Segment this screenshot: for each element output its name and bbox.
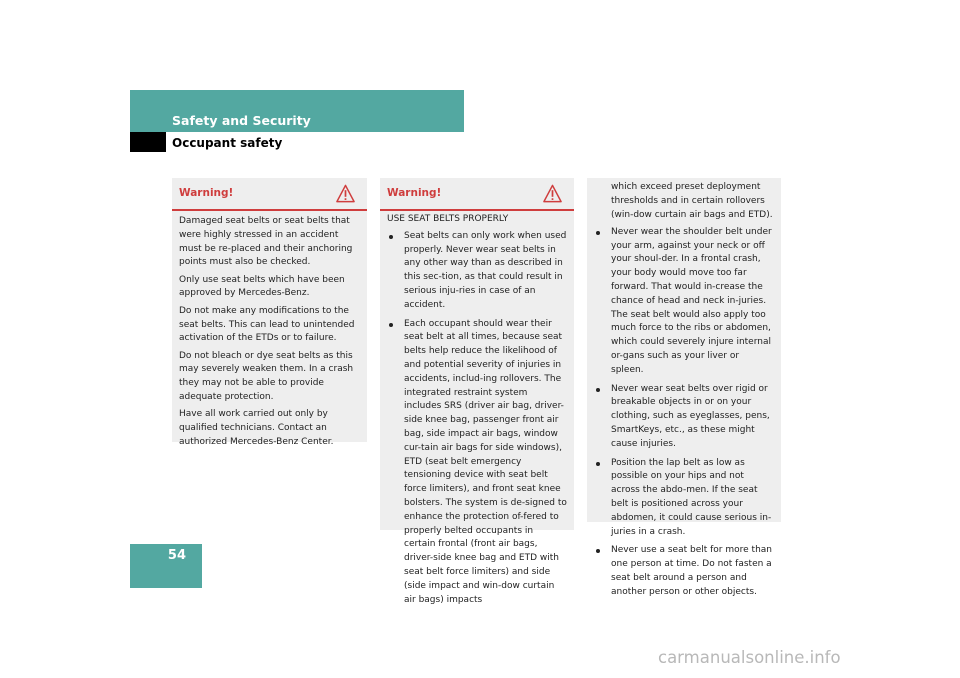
warning-paragraph: Do not make any modifications to the seat belts. This can lead to unintended activation of the ETDs or to failure.: [179, 305, 355, 344]
warning-header: [380, 178, 574, 211]
warning-paragraph: Do not bleach or dye seat belts as this may severely weaken them. In a crash they may not be able to provide adequate protection.: [179, 350, 354, 403]
bullet-icon: [596, 231, 600, 235]
list-item-text: Seat belts can only work when used properly. Never wear seat belts in any other way than as described in this sec-tion, as that could result in serious inju-ries in case of an accident.: [404, 230, 567, 310]
bullet-icon: [596, 549, 600, 553]
bullet-icon: [596, 462, 600, 466]
warning-label: Warning!: [387, 187, 442, 199]
warning-header: [172, 178, 367, 211]
bullet-icon: [596, 388, 600, 392]
warning-label: Warning!: [179, 187, 234, 199]
bullet-list: [387, 230, 567, 608]
warning-paragraph: Have all work carried out only by qualified technicians. Contact an authorized Mercedes-Benz Center.: [179, 409, 334, 447]
warning-panel-use-seat-belts: [380, 178, 574, 605]
continuation-text: which exceed preset deployment thresholds and in certain rollovers (win-dow curtain air bags and ETD).: [611, 182, 773, 220]
warning-paragraph: Only use seat belts which have been approved by Mercedes-Benz.: [179, 274, 345, 299]
list-item-text: Position the lap belt as low as possible on your hips and not across the abdo-men. If the seat belt is positioned across your abdomen, it could cause serious in-juries in a crash.: [611, 457, 772, 537]
warning-body: [387, 213, 567, 612]
warning-panel-damaged-belts: [172, 178, 367, 447]
list-item: [387, 318, 567, 608]
watermark: carmanualsonline.info: [658, 648, 841, 667]
bullet-list: [594, 226, 774, 600]
list-item: [594, 544, 774, 599]
section-title: Safety and Security: [172, 113, 311, 128]
warning-body: [179, 215, 360, 453]
bullet-icon: [389, 235, 393, 239]
warning-panel-continued: [587, 178, 781, 597]
warning-heading: USE SEAT BELTS PROPERLY: [387, 214, 509, 224]
list-item-text: Never wear seat belts over rigid or breakable objects in or on your clothing, such as eyeglasses, pens, SmartKeys, etc., as these might cause injuries.: [611, 383, 770, 449]
list-item: [594, 383, 774, 452]
list-item-text: Never wear the shoulder belt under your arm, against your neck or off your shoul-der. In a frontal crash, your body would move too far forward. That would in-crease the chance of head and neck in-juries. The seat belt would also apply too much force to the ribs or abdomen, which could severely injure internal or-gans such as your liver or spleen.: [611, 226, 772, 375]
warning-paragraph: Damaged seat belts or seat belts that were highly stressed in an accident must be re-placed and their anchoring points must also be checked.: [179, 216, 353, 268]
subsection-title: Occupant safety: [172, 136, 283, 150]
section-tab-marker: [130, 132, 166, 152]
list-item: [594, 457, 774, 540]
list-item-text: Each occupant should wear their seat belt at all times, because seat belts help reduce the likelihood of and potential severity of injuries in accidents, includ-ing rollovers. The integrated restraint system includes SRS (driver air bag, driver-side knee bag, passenger front air bag, side impact air bags, window cur-tain air bags for side windows), ETD (seat belt emergency tensioning device with seat belt force limiters), and front seat knee bolsters. The system is de-signed to enhance the protection of-fered to properly belted occupants in certain frontal (front air bags, driver-side knee bag and ETD with seat belt force limiters) and side (side impact and win-dow curtain air bags) impacts: [404, 318, 567, 605]
warning-triangle-icon: [336, 184, 355, 203]
warning-body: [594, 181, 774, 605]
list-item: [594, 226, 774, 378]
list-item: [387, 230, 567, 313]
page-number: 54: [167, 548, 186, 563]
warning-triangle-icon: [543, 184, 562, 203]
list-item-text: Never use a seat belt for more than one person at time. Do not fasten a seat belt around a person and another person or other objects.: [611, 545, 772, 597]
bullet-icon: [389, 323, 393, 327]
